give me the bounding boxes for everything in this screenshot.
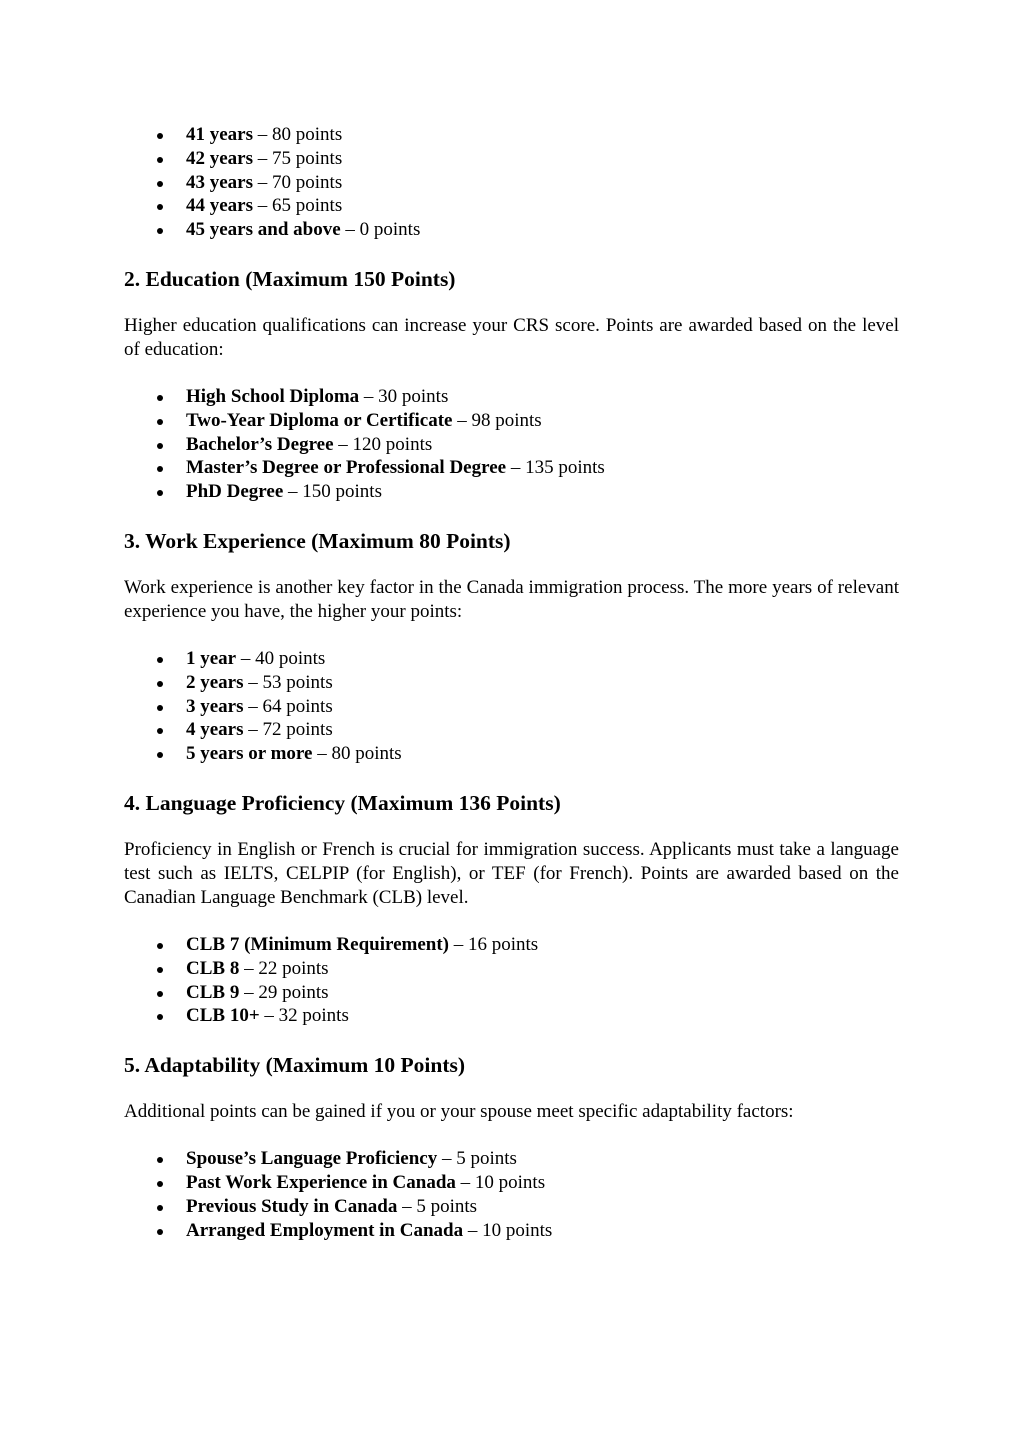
list-item-points: – 30 points <box>359 385 449 407</box>
list-item <box>124 1219 899 1243</box>
list-item <box>124 1171 899 1195</box>
bullet-icon <box>157 991 163 997</box>
bullet-icon <box>157 443 163 449</box>
list-item-term: 3 years <box>186 695 244 717</box>
list-item-term: PhD Degree <box>186 481 284 503</box>
bullet-icon <box>157 967 163 973</box>
list-item-points: – 32 points <box>259 1005 349 1027</box>
list-item-points: – 29 points <box>239 981 329 1003</box>
bullet-icon <box>157 1014 163 1020</box>
section-heading-adaptability: 5. Adaptability (Maximum 10 Points) <box>124 1053 466 1078</box>
list-item <box>124 385 899 409</box>
section-heading-work-experience: 3. Work Experience (Maximum 80 Points) <box>124 528 511 553</box>
list-item-term: 1 year <box>186 647 237 669</box>
list-item-points: – 80 points <box>253 124 343 145</box>
list-item <box>124 218 899 242</box>
bullet-icon <box>157 728 163 734</box>
bullet-icon <box>157 657 163 663</box>
list-item-points: – 5 points <box>437 1148 517 1170</box>
bullet-icon <box>157 490 163 496</box>
bullet-icon <box>157 705 163 711</box>
section-heading-language-proficiency: 4. Language Proficiency (Maximum 136 Points) <box>124 790 561 815</box>
list-item <box>124 671 899 695</box>
list-item-points: – 10 points <box>455 1171 546 1193</box>
list-item-term: CLB 7 (Minimum Requirement) <box>186 933 449 955</box>
section-paragraph-language-proficiency: Proficiency in English or French is crucial for immigration success. Applicants must take a language test such as IELTS, CELPIP (for English), or TEF (for French). Points are awarded based on the Canadian Language Benchmark (CLB) level. <box>124 838 899 908</box>
section-heading-education: 2. Education (Maximum 150 Points) <box>124 266 456 291</box>
list-item-term: Previous Study in Canada <box>186 1195 398 1217</box>
bullet-icon <box>157 1157 163 1163</box>
list-item-term: 42 years <box>186 147 254 169</box>
education-points-list <box>124 385 899 504</box>
bullet-icon <box>157 181 163 187</box>
bullet-icon <box>157 419 163 425</box>
list-item-term: 45 years and above <box>186 219 341 241</box>
list-item-points: – 72 points <box>243 719 333 741</box>
list-item-term: 4 years <box>186 719 244 741</box>
list-item <box>124 480 899 504</box>
list-item <box>124 981 899 1005</box>
list-item <box>124 171 899 195</box>
work-experience-points-list <box>124 647 899 766</box>
list-item-term: Spouse’s Language Proficiency <box>186 1148 438 1170</box>
list-item <box>124 409 899 433</box>
list-item-points: – 75 points <box>253 147 343 169</box>
list-item-points: – 22 points <box>239 957 329 979</box>
list-item <box>124 147 899 171</box>
list-item <box>124 647 899 671</box>
bullet-icon <box>157 133 163 139</box>
section-paragraph-education: Higher education qualifications can increase your CRS score. Points are awarded based on the level of education: <box>124 314 899 360</box>
list-item-term: 44 years <box>186 195 254 217</box>
list-item <box>124 1004 899 1028</box>
list-item-term: 43 years <box>186 171 254 193</box>
list-item <box>124 433 899 457</box>
bullet-icon <box>157 1229 163 1235</box>
list-item-term: Two-Year Diploma or Certificate <box>186 409 453 431</box>
list-item <box>124 123 899 147</box>
list-item-points: – 65 points <box>253 195 343 217</box>
list-item-term: CLB 10+ <box>186 1005 260 1027</box>
list-item-term: 41 years <box>186 124 254 145</box>
list-item-term: Master’s Degree or Professional Degree <box>186 457 507 479</box>
list-item-points: – 80 points <box>312 743 402 765</box>
list-item-term: 2 years <box>186 671 244 693</box>
list-item-term: Past Work Experience in Canada <box>186 1171 456 1193</box>
list-item <box>124 1195 899 1219</box>
list-item <box>124 456 899 480</box>
list-item <box>124 194 899 218</box>
age-points-list <box>124 123 899 242</box>
list-item-term: Bachelor’s Degree <box>186 433 334 455</box>
bullet-icon <box>157 681 163 687</box>
bullet-icon <box>157 752 163 758</box>
list-item <box>124 957 899 981</box>
bullet-icon <box>157 157 163 163</box>
bullet-icon <box>157 1205 163 1211</box>
bullet-icon <box>157 466 163 472</box>
list-item-points: – 10 points <box>463 1219 553 1241</box>
list-item-points: – 5 points <box>397 1195 478 1217</box>
list-item-points: – 0 points <box>340 219 421 241</box>
list-item-term: CLB 9 <box>186 981 240 1003</box>
list-item-points: – 53 points <box>243 671 333 693</box>
adaptability-points-list <box>124 1147 899 1242</box>
language-points-list <box>124 933 899 1028</box>
bullet-icon <box>157 395 163 401</box>
list-item-term: High School Diploma <box>186 385 360 407</box>
bullet-icon <box>157 228 163 234</box>
list-item <box>124 933 899 957</box>
list-item-points: – 135 points <box>506 457 605 479</box>
list-item <box>124 718 899 742</box>
list-item-term: 5 years or more <box>186 743 313 765</box>
list-item-term: Arranged Employment in Canada <box>186 1219 464 1241</box>
list-item-points: – 98 points <box>452 409 542 431</box>
list-item <box>124 695 899 719</box>
list-item-points: – 120 points <box>333 433 433 455</box>
list-item-term: CLB 8 <box>186 957 240 979</box>
list-item-points: – 40 points <box>236 647 326 669</box>
section-paragraph-adaptability: Additional points can be gained if you or your spouse meet specific adaptability factors: <box>124 1101 794 1123</box>
section-paragraph-work-experience: Work experience is another key factor in the Canada immigration process. The more years of relevant experience you have, the higher your points: <box>124 576 899 622</box>
list-item <box>124 1147 899 1171</box>
list-item-points: – 64 points <box>243 695 333 717</box>
document-content <box>124 123 899 1242</box>
list-item <box>124 742 899 766</box>
bullet-icon <box>157 943 163 949</box>
bullet-icon <box>157 1181 163 1187</box>
list-item-points: – 16 points <box>449 933 539 955</box>
bullet-icon <box>157 204 163 210</box>
list-item-points: – 70 points <box>253 171 343 193</box>
list-item-points: – 150 points <box>283 481 382 503</box>
